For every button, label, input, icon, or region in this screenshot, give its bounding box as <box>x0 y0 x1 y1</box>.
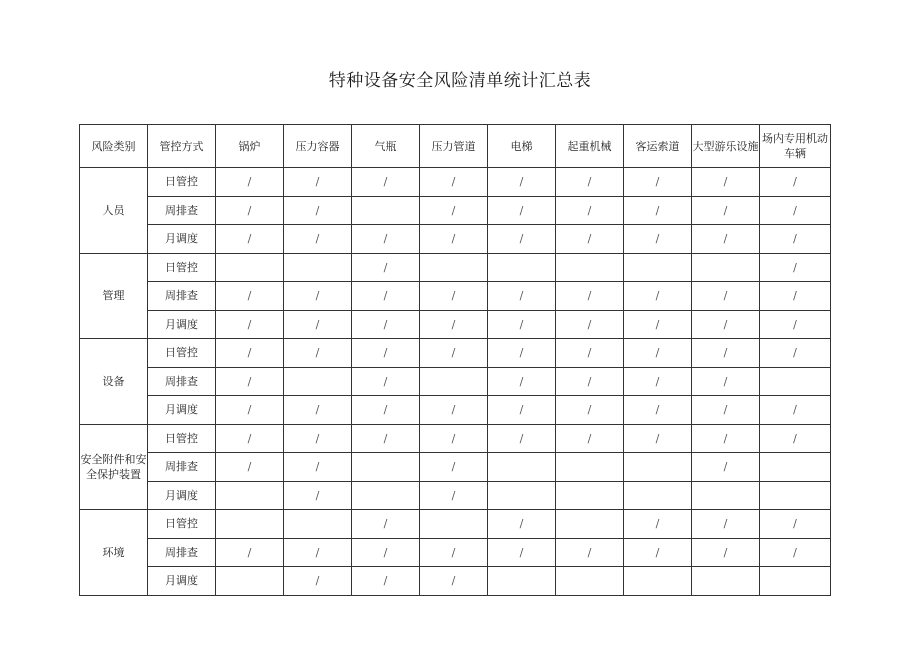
slash-mark: / <box>315 232 320 246</box>
table-row <box>80 367 831 396</box>
matrix-cell <box>216 253 284 282</box>
slash-mark: / <box>383 346 388 360</box>
table-row <box>80 225 831 254</box>
matrix-cell <box>624 310 692 339</box>
matrix-cell <box>488 510 556 539</box>
slash-mark: / <box>793 232 797 246</box>
slash-mark: / <box>655 403 660 417</box>
slash-mark: / <box>519 431 524 445</box>
matrix-cell <box>352 367 420 396</box>
slash-mark: / <box>519 317 524 331</box>
slash-mark: / <box>793 317 797 331</box>
slash-mark: / <box>315 574 320 588</box>
slash-mark: / <box>315 203 320 217</box>
control-method-cell: 日管控 <box>148 168 216 197</box>
matrix-cell <box>216 310 284 339</box>
table-row <box>80 453 831 482</box>
slash-mark: / <box>723 203 728 217</box>
column-header: 起重机械 <box>556 125 624 168</box>
matrix-cell <box>420 481 488 510</box>
matrix-cell <box>420 453 488 482</box>
matrix-cell <box>760 396 831 425</box>
slash-mark: / <box>587 175 592 189</box>
slash-mark: / <box>383 431 388 445</box>
slash-mark: / <box>247 374 252 388</box>
matrix-cell <box>488 396 556 425</box>
matrix-cell <box>556 310 624 339</box>
slash-mark: / <box>383 317 388 331</box>
slash-mark: / <box>247 545 252 559</box>
slash-mark: / <box>247 317 252 331</box>
document-title: 特种设备安全风险清单统计汇总表 <box>328 71 592 91</box>
slash-mark: / <box>451 232 456 246</box>
matrix-cell <box>692 453 760 482</box>
matrix-cell <box>420 510 488 539</box>
column-header: 锅炉 <box>216 125 284 168</box>
table-row <box>80 310 831 339</box>
matrix-cell <box>624 396 692 425</box>
slash-mark: / <box>587 346 592 360</box>
matrix-cell <box>624 481 692 510</box>
matrix-cell <box>692 424 760 453</box>
control-method-cell: 周排查 <box>148 453 216 482</box>
matrix-cell <box>556 282 624 311</box>
control-method-cell: 日管控 <box>148 253 216 282</box>
matrix-cell <box>216 396 284 425</box>
matrix-cell <box>624 282 692 311</box>
slash-mark: / <box>383 374 388 388</box>
column-header: 压力容器 <box>284 125 352 168</box>
slash-mark: / <box>793 175 797 189</box>
slash-mark: / <box>793 403 797 417</box>
matrix-cell <box>420 310 488 339</box>
matrix-cell <box>284 282 352 311</box>
slash-mark: / <box>451 289 456 303</box>
slash-mark: / <box>451 545 456 559</box>
matrix-cell <box>488 567 556 596</box>
matrix-cell <box>420 253 488 282</box>
slash-mark: / <box>519 545 524 559</box>
matrix-cell <box>556 168 624 197</box>
control-method-cell: 周排查 <box>148 538 216 567</box>
slash-mark: / <box>587 431 592 445</box>
slash-mark: / <box>247 431 252 445</box>
matrix-cell <box>760 253 831 282</box>
matrix-cell <box>216 367 284 396</box>
matrix-cell <box>760 310 831 339</box>
matrix-cell <box>352 339 420 368</box>
matrix-cell <box>352 253 420 282</box>
slash-mark: / <box>723 346 728 360</box>
slash-mark: / <box>247 346 252 360</box>
slash-mark: / <box>247 203 252 217</box>
slash-mark: / <box>793 346 797 360</box>
matrix-cell <box>284 339 352 368</box>
matrix-cell <box>284 253 352 282</box>
matrix-cell <box>488 196 556 225</box>
slash-mark: / <box>519 346 524 360</box>
matrix-cell <box>420 424 488 453</box>
matrix-cell <box>488 225 556 254</box>
matrix-cell <box>352 538 420 567</box>
slash-mark: / <box>315 403 320 417</box>
matrix-cell <box>284 225 352 254</box>
control-method-cell: 月调度 <box>148 310 216 339</box>
slash-mark: / <box>587 289 592 303</box>
table-row <box>80 510 831 539</box>
matrix-cell <box>556 339 624 368</box>
column-header: 气瓶 <box>352 125 420 168</box>
matrix-cell <box>760 225 831 254</box>
slash-mark: / <box>587 403 592 417</box>
matrix-cell <box>760 481 831 510</box>
slash-mark: / <box>383 175 388 189</box>
slash-mark: / <box>383 232 388 246</box>
table-row <box>80 196 831 225</box>
slash-mark: / <box>315 460 320 474</box>
slash-mark: / <box>247 460 252 474</box>
slash-mark: / <box>383 289 388 303</box>
matrix-cell <box>420 282 488 311</box>
control-method-cell: 月调度 <box>148 481 216 510</box>
slash-mark: / <box>451 403 456 417</box>
matrix-cell <box>488 253 556 282</box>
matrix-cell <box>488 453 556 482</box>
slash-mark: / <box>655 517 660 531</box>
slash-mark: / <box>587 545 592 559</box>
matrix-cell <box>556 481 624 510</box>
matrix-cell <box>624 538 692 567</box>
risk-category-cell: 安全附件和安全保护装置 <box>80 424 148 510</box>
matrix-cell <box>284 510 352 539</box>
matrix-cell <box>692 253 760 282</box>
matrix-cell <box>624 168 692 197</box>
matrix-cell <box>216 510 284 539</box>
slash-mark: / <box>247 289 252 303</box>
slash-mark: / <box>451 431 456 445</box>
slash-mark: / <box>723 545 728 559</box>
matrix-cell <box>692 339 760 368</box>
control-method-cell: 日管控 <box>148 424 216 453</box>
slash-mark: / <box>451 317 456 331</box>
matrix-cell <box>760 168 831 197</box>
matrix-cell <box>556 424 624 453</box>
matrix-cell <box>352 481 420 510</box>
matrix-cell <box>692 567 760 596</box>
matrix-cell <box>284 538 352 567</box>
slash-mark: / <box>383 574 388 588</box>
header-row <box>80 125 831 168</box>
slash-mark: / <box>793 260 797 274</box>
slash-mark: / <box>519 374 524 388</box>
matrix-cell <box>284 396 352 425</box>
matrix-cell <box>216 225 284 254</box>
slash-mark: / <box>723 517 728 531</box>
matrix-cell <box>488 282 556 311</box>
matrix-cell <box>420 225 488 254</box>
matrix-cell <box>216 481 284 510</box>
control-method-cell: 周排查 <box>148 367 216 396</box>
slash-mark: / <box>315 488 320 502</box>
slash-mark: / <box>655 175 660 189</box>
slash-mark: / <box>793 545 797 559</box>
matrix-cell <box>692 225 760 254</box>
slash-mark: / <box>315 317 320 331</box>
matrix-cell <box>352 168 420 197</box>
slash-mark: / <box>655 232 660 246</box>
matrix-cell <box>556 453 624 482</box>
slash-mark: / <box>587 232 592 246</box>
matrix-cell <box>420 196 488 225</box>
slash-mark: / <box>247 175 252 189</box>
matrix-cell <box>284 367 352 396</box>
matrix-cell <box>556 253 624 282</box>
slash-mark: / <box>655 374 660 388</box>
matrix-cell <box>216 339 284 368</box>
slash-mark: / <box>451 488 456 502</box>
matrix-cell <box>352 396 420 425</box>
control-method-cell: 月调度 <box>148 225 216 254</box>
matrix-cell <box>556 225 624 254</box>
matrix-cell <box>760 538 831 567</box>
matrix-cell <box>760 453 831 482</box>
column-header: 电梯 <box>488 125 556 168</box>
slash-mark: / <box>451 460 456 474</box>
matrix-cell <box>352 225 420 254</box>
slash-mark: / <box>315 545 320 559</box>
matrix-cell <box>420 396 488 425</box>
matrix-cell <box>216 168 284 197</box>
table-row <box>80 168 831 197</box>
matrix-cell <box>216 424 284 453</box>
matrix-cell <box>420 367 488 396</box>
matrix-cell <box>488 310 556 339</box>
slash-mark: / <box>655 317 660 331</box>
slash-mark: / <box>655 346 660 360</box>
matrix-cell <box>760 282 831 311</box>
table-row <box>80 424 831 453</box>
control-method-cell: 月调度 <box>148 567 216 596</box>
slash-mark: / <box>519 203 524 217</box>
matrix-cell <box>488 481 556 510</box>
matrix-cell <box>352 567 420 596</box>
matrix-cell <box>488 538 556 567</box>
slash-mark: / <box>383 260 388 274</box>
column-header: 客运索道 <box>624 125 692 168</box>
matrix-cell <box>352 282 420 311</box>
matrix-cell <box>692 510 760 539</box>
matrix-cell <box>420 168 488 197</box>
matrix-cell <box>624 253 692 282</box>
matrix-cell <box>352 453 420 482</box>
control-method-cell: 周排查 <box>148 196 216 225</box>
table-row <box>80 339 831 368</box>
matrix-cell <box>216 538 284 567</box>
matrix-cell <box>692 538 760 567</box>
risk-category-cell: 环境 <box>80 510 148 596</box>
column-header: 场内专用机动车辆 <box>760 125 831 168</box>
slash-mark: / <box>587 203 592 217</box>
matrix-cell <box>624 453 692 482</box>
table-row <box>80 481 831 510</box>
matrix-cell <box>624 510 692 539</box>
matrix-cell <box>624 225 692 254</box>
slash-mark: / <box>315 175 320 189</box>
slash-mark: / <box>655 289 660 303</box>
slash-mark: / <box>587 374 592 388</box>
slash-mark: / <box>451 574 456 588</box>
slash-mark: / <box>793 203 797 217</box>
matrix-cell <box>284 168 352 197</box>
matrix-cell <box>692 282 760 311</box>
matrix-cell <box>692 396 760 425</box>
matrix-cell <box>556 567 624 596</box>
matrix-cell <box>488 367 556 396</box>
slash-mark: / <box>519 403 524 417</box>
slash-mark: / <box>519 289 524 303</box>
matrix-cell <box>692 310 760 339</box>
table-row <box>80 282 831 311</box>
matrix-cell <box>760 339 831 368</box>
matrix-cell <box>624 367 692 396</box>
column-header: 大型游乐设施 <box>692 125 760 168</box>
slash-mark: / <box>723 374 728 388</box>
matrix-cell <box>420 567 488 596</box>
control-method-cell: 日管控 <box>148 339 216 368</box>
matrix-cell <box>556 367 624 396</box>
slash-mark: / <box>383 403 388 417</box>
table-row <box>80 396 831 425</box>
matrix-cell <box>760 510 831 539</box>
matrix-cell <box>556 196 624 225</box>
risk-category-cell: 人员 <box>80 168 148 254</box>
slash-mark: / <box>793 289 797 303</box>
matrix-cell <box>216 567 284 596</box>
matrix-cell <box>216 282 284 311</box>
slash-mark: / <box>451 346 456 360</box>
slash-mark: / <box>723 317 728 331</box>
slash-mark: / <box>655 431 660 445</box>
slash-mark: / <box>315 289 320 303</box>
table-row <box>80 567 831 596</box>
matrix-cell <box>284 196 352 225</box>
column-header: 风险类别 <box>80 125 148 168</box>
matrix-cell <box>692 196 760 225</box>
table-row <box>80 538 831 567</box>
matrix-cell <box>624 196 692 225</box>
table-body <box>80 168 831 596</box>
slash-mark: / <box>315 346 320 360</box>
slash-mark: / <box>519 175 524 189</box>
column-header: 管控方式 <box>148 125 216 168</box>
slash-mark: / <box>723 175 728 189</box>
matrix-cell <box>760 196 831 225</box>
slash-mark: / <box>655 545 660 559</box>
matrix-cell <box>556 396 624 425</box>
slash-mark: / <box>519 517 524 531</box>
matrix-cell <box>284 481 352 510</box>
matrix-cell <box>352 310 420 339</box>
slash-mark: / <box>451 175 456 189</box>
matrix-cell <box>760 367 831 396</box>
matrix-cell <box>760 424 831 453</box>
matrix-cell <box>352 510 420 539</box>
slash-mark: / <box>793 431 797 445</box>
slash-mark: / <box>383 545 388 559</box>
slash-mark: / <box>723 289 728 303</box>
matrix-cell <box>692 168 760 197</box>
matrix-cell <box>624 567 692 596</box>
matrix-cell <box>284 567 352 596</box>
matrix-cell <box>352 424 420 453</box>
column-header: 压力管道 <box>420 125 488 168</box>
slash-mark: / <box>247 232 252 246</box>
table-row <box>80 253 831 282</box>
matrix-cell <box>420 339 488 368</box>
slash-mark: / <box>519 232 524 246</box>
matrix-cell <box>624 339 692 368</box>
matrix-cell <box>284 453 352 482</box>
slash-mark: / <box>383 517 388 531</box>
matrix-cell <box>488 424 556 453</box>
slash-mark: / <box>247 403 252 417</box>
matrix-cell <box>284 310 352 339</box>
matrix-cell <box>284 424 352 453</box>
matrix-cell <box>692 367 760 396</box>
slash-mark: / <box>655 203 660 217</box>
matrix-cell <box>216 196 284 225</box>
slash-mark: / <box>587 317 592 331</box>
matrix-cell <box>624 424 692 453</box>
matrix-cell <box>216 453 284 482</box>
slash-mark: / <box>723 403 728 417</box>
slash-mark: / <box>793 517 797 531</box>
slash-mark: / <box>723 232 728 246</box>
matrix-cell <box>556 538 624 567</box>
control-method-cell: 日管控 <box>148 510 216 539</box>
matrix-cell <box>420 538 488 567</box>
matrix-cell <box>488 168 556 197</box>
risk-summary-table <box>79 124 831 596</box>
slash-mark: / <box>315 431 320 445</box>
slash-mark: / <box>723 460 728 474</box>
risk-category-cell: 管理 <box>80 253 148 339</box>
matrix-cell <box>692 481 760 510</box>
risk-category-cell: 设备 <box>80 339 148 425</box>
control-method-cell: 周排查 <box>148 282 216 311</box>
matrix-cell <box>760 567 831 596</box>
control-method-cell: 月调度 <box>148 396 216 425</box>
slash-mark: / <box>451 203 456 217</box>
matrix-cell <box>556 510 624 539</box>
matrix-cell <box>488 339 556 368</box>
matrix-cell <box>352 196 420 225</box>
slash-mark: / <box>723 431 728 445</box>
